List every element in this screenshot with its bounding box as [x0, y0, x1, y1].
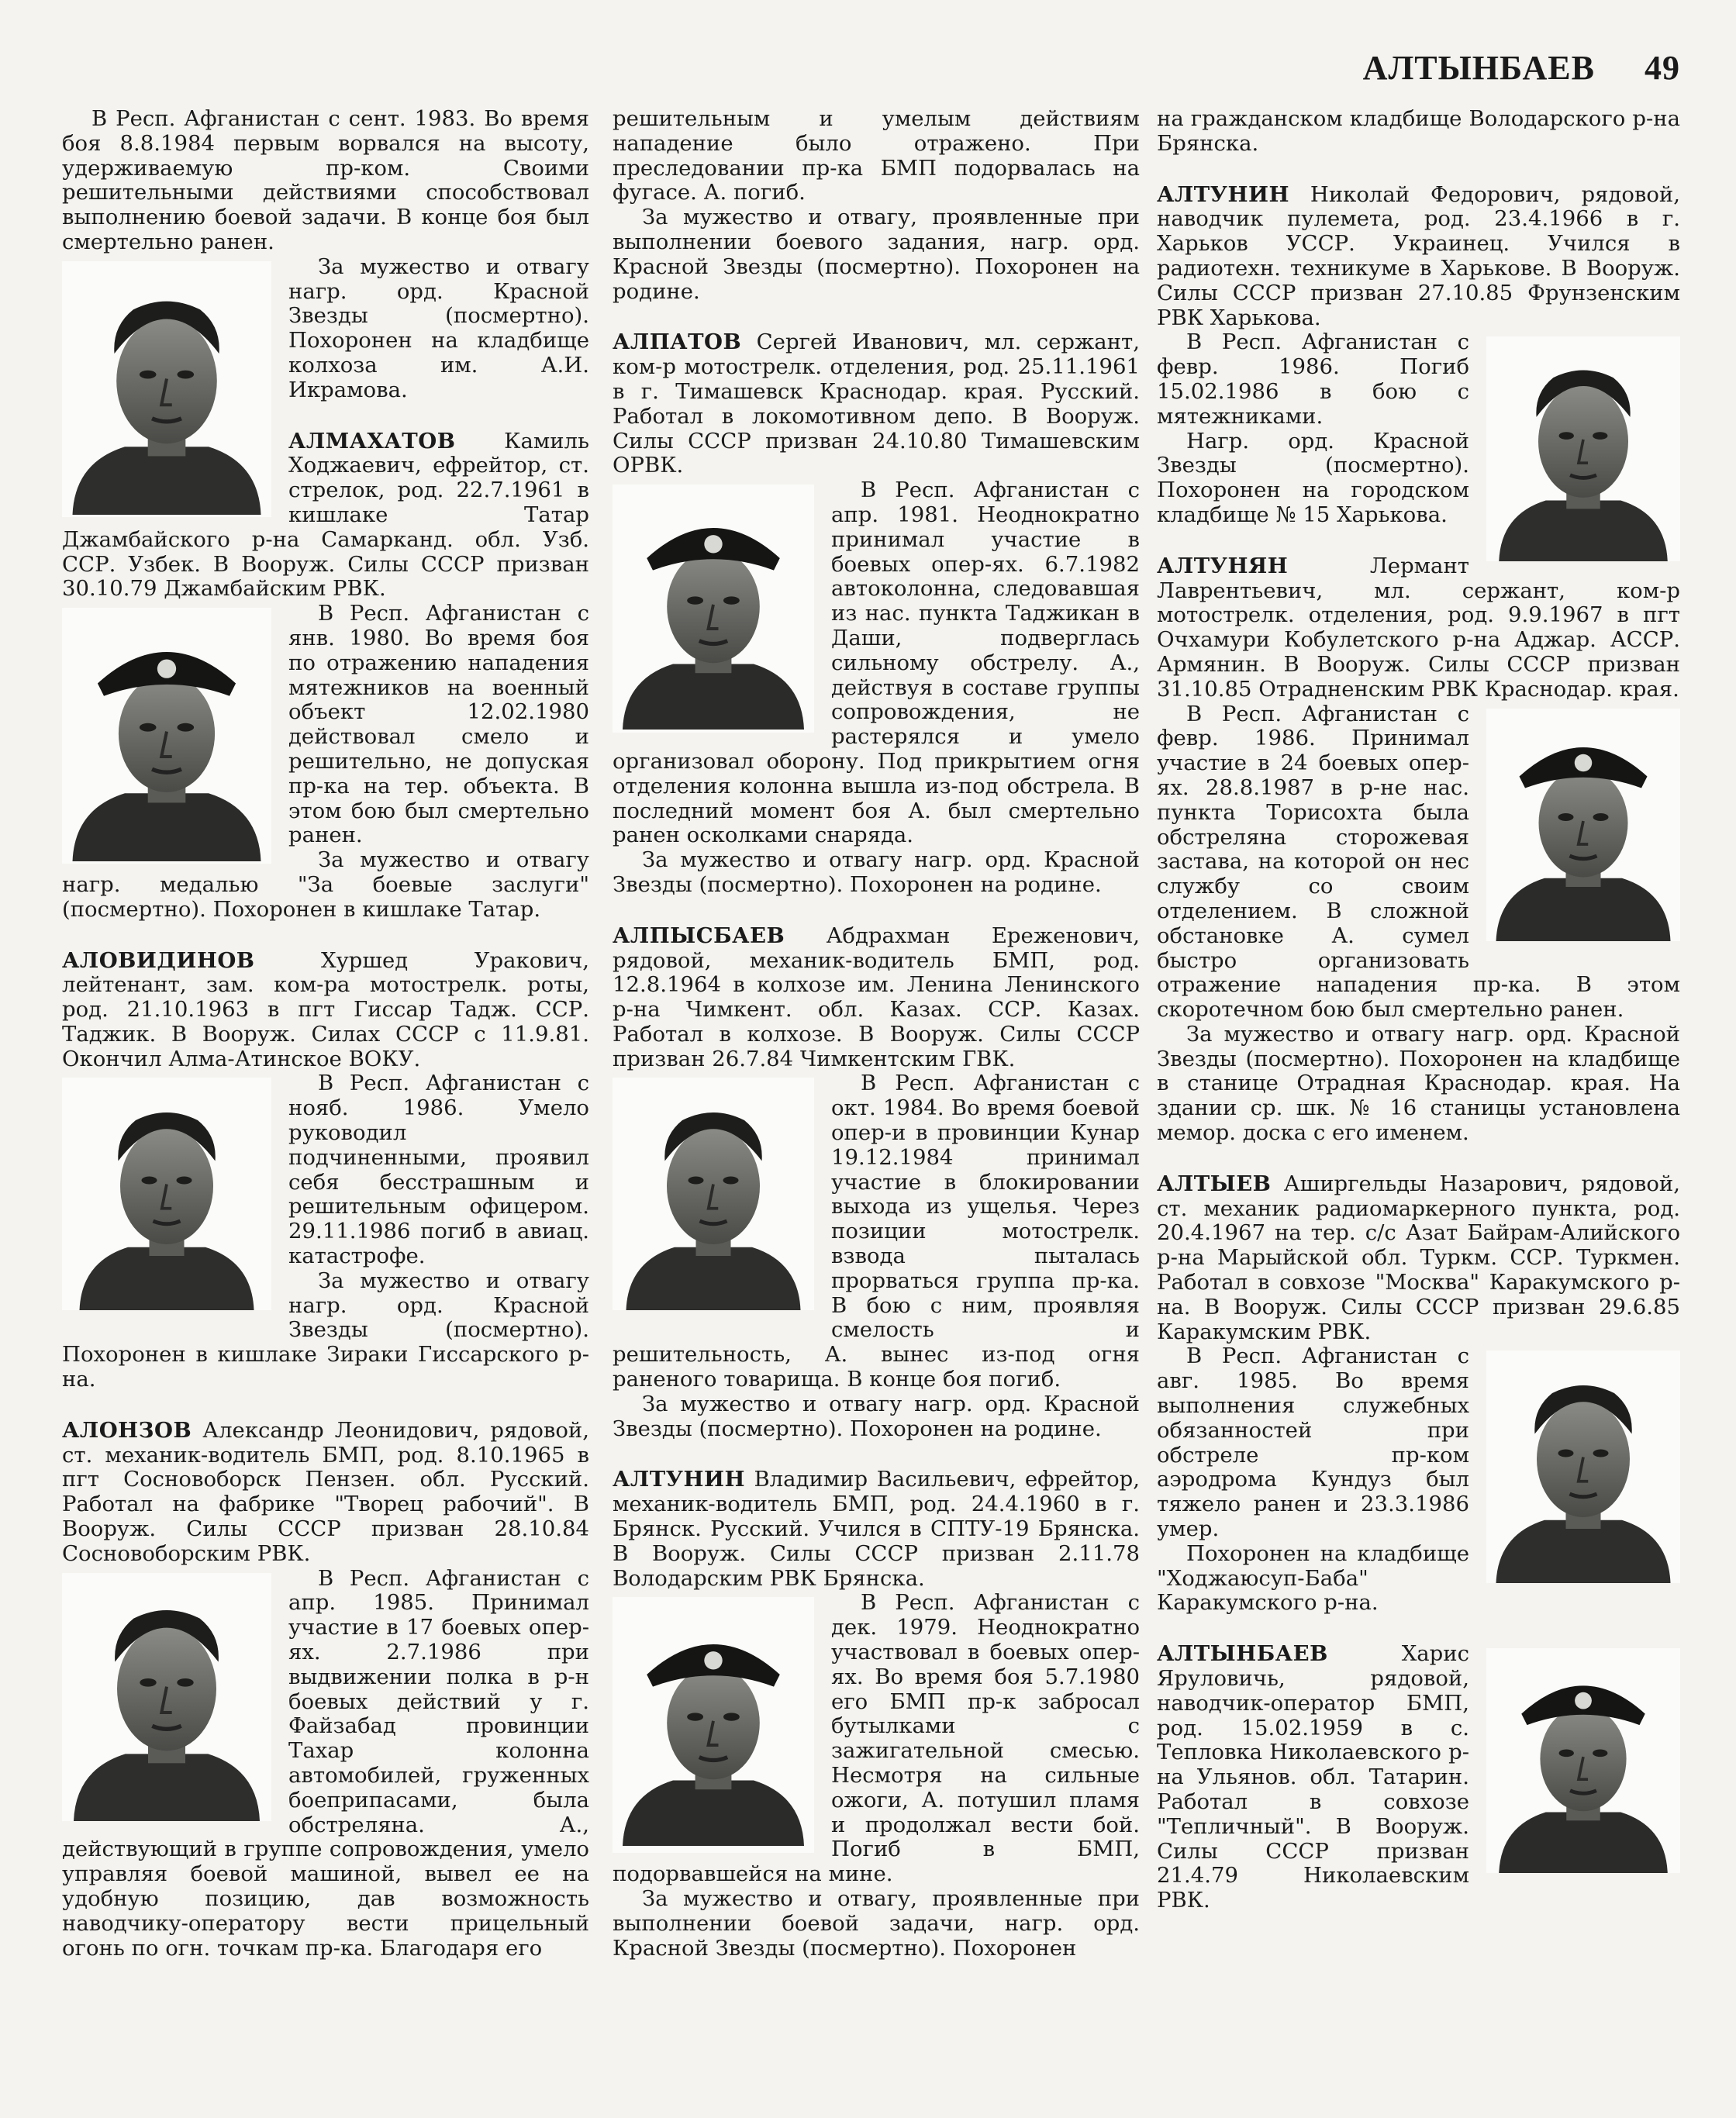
- entry-bio: Хуршед Уракович, лейтенант, зам. ком-ра мотострелк. роты, род. 21.10.1963 в пгт Гиссар Тадж. ССР. Таджик. В Вооруж. Силах СССР с 11.9.81. Окончил Алма-Атинское ВОКУ.: [62, 947, 589, 1071]
- entry-bio: Александр Леонидович, рядовой, ст. механик-водитель БМП, род. 8.10.1965 в пгт Сосновоборск Пензен. обл. Русский. Работал на фабрике "Творец рабочий". В Вооруж. Силы СССР призван 28.10.84 Сосновоборским РВК.: [62, 1417, 589, 1566]
- running-head: [1363, 48, 1680, 88]
- entry-surname: АЛПАТОВ: [613, 329, 742, 355]
- entry-paragraph: За мужество и отвагу нагр. орд. Красной Звезды (посмертно). Похоронен в кишлаке Зираки Гиссарского р-на.: [62, 1268, 589, 1392]
- entry-continued: [62, 107, 589, 403]
- portrait-photo: [1486, 1648, 1680, 1873]
- entry-paragraph: В Респ. Афганистан с апр. 1985. Принимал участие в 17 боевых опер-ях. 2.7.1986 при выдвижении полка в р-н боевых действий у г. Файзабад провинции Тахар колонна автомобилей, груженных боеприпасами, была обстреляна. А., действующий в группе сопровождения, умело управляя боевой машиной, вывел ее на удобную позицию, дав возможность наводчику-оператору вести прицельный огонь по огн. точкам пр-ка. Благодаря его: [62, 1565, 589, 1961]
- entry-surname: АЛПЫСБАЕВ: [613, 923, 785, 948]
- portrait-photo: [62, 261, 271, 517]
- entry-surname: АЛТЫНБАЕВ: [1157, 1641, 1328, 1667]
- entry-altunyan: [1157, 554, 1680, 1146]
- entry-surname: АЛТУНЯН: [1157, 553, 1289, 578]
- portrait-photo: [613, 1597, 814, 1853]
- entry-surname: АЛТУНИН: [1157, 181, 1289, 207]
- running-head-title: АЛТЫНБАЕВ: [1362, 49, 1595, 87]
- entry-paragraph: Нагр. орд. Красной Звезды (посмертно). Похоронен на городском кладбище № 15 Харькова.: [1157, 428, 1469, 527]
- column-2: [613, 107, 1140, 1987]
- entry-surname: АЛМАХАТОВ: [288, 428, 456, 454]
- entry-bio: Лермант Лаврентьевич, мл. сержант, ком-р мотострелк. отделения, род. 9.9.1967 в пгт Очхамури Кобулетского р-на Аджар. АССР. Армянин. В Вооруж. Силы СССР призван 31.10.85 Отрадненским РВК Краснодар. края.: [1157, 553, 1680, 702]
- entry-bio: Камиль Ходжаевич, ефрейтор, ст. стрелок, род. 22.7.1961 в кишлаке Татар Джамбайского р-на Самарканд. обл. Узб. ССР. Узбек. В Вооруж. Силы СССР призван 30.10.79 Джамбайским РВК.: [62, 428, 589, 602]
- entry-paragraph: За мужество и отвагу, проявленные при выполнении боевой задачи, нагр. орд. Красной Звезды (посмертно). Похоронен: [613, 1885, 1140, 1961]
- portrait-photo: [62, 1573, 271, 1821]
- entry-surname: АЛОНЗОВ: [62, 1417, 192, 1443]
- entry-continued: [1157, 107, 1680, 157]
- entry-paragraph: Похоронен на кладбище "Ходжаюсуп-Баба" Каракумского р-на.: [1157, 1540, 1469, 1616]
- entry-alpysbaev: [613, 924, 1140, 1442]
- entry-bio: Владимир Васильевич, ефрейтор, механик-водитель БМП, род. 24.4.1960 в г. Брянск. Русский. Учился в СПТУ-19 Брянска. В Вооруж. Силы СССР призван 2.11.78 Володарским РВК Брянска.: [613, 1467, 1140, 1591]
- entry-alovidinov: [62, 949, 589, 1392]
- entry-paragraph: В Респ. Афганистан с янв. 1980. Во время боя по отражению нападения мятежников на военный объект 12.02.1980 действовал смело и решительно, не допуская пр-ка на тер. объекта. В этом бою был смертельно ранен.: [288, 601, 589, 848]
- entry-paragraph: За мужество и отвагу нагр. медалью "За боевые заслуги" (посмертно). Похоронен в кишлаке Татар.: [62, 847, 589, 922]
- entry-paragraph: За мужество и отвагу нагр. орд. Красной Звезды (посмертно). Похоронен на кладбище в станице Отрадная Краснодар. края. На здании ср. шк. № 16 станицы установлена мемор. доска с его именем.: [1157, 1021, 1680, 1146]
- entry-paragraph: на гражданском кладбище Володарского р-на Брянска.: [1157, 106, 1680, 156]
- page-number: 49: [1645, 49, 1680, 87]
- entry-surname: АЛТУНИН: [613, 1467, 745, 1492]
- entry-paragraph: За мужество и отвагу нагр. орд. Красной Звезды (посмертно). Похоронен на кладбище колхоза им. А.И. Икрамова.: [288, 254, 589, 402]
- entry-paragraph: В Респ. Афганистан с авг. 1985. Во время выполнения служебных обязанностей при обстреле пр-ком аэродрома Кундуз был тяжело ранен и 23.3.1986 умер.: [1157, 1344, 1469, 1542]
- entry-bio: Абдрахман Ереженович, рядовой, механик-водитель БМП, род. 12.8.1964 в колхозе им. Ленина Ленинского р-на Чимкент. обл. Казах. ССР. Казах. Работал в колхозе. В Вооруж. Силы СССР призван 26.7.84 Чимкентским ГВК.: [613, 923, 1140, 1071]
- entry-bio: Сергей Иванович, мл. сержант, ком-р мотострелк. отделения, род. 25.11.1961 в г. Тимашевск Краснодар. края. Русский. Работал в локомотивном депо. В Вооруж. Силы СССР призван 24.10.80 Тимашевским ОРВК.: [613, 329, 1140, 478]
- entry-paragraph: В Респ. Афганистан с апр. 1981. Неоднократно принимал участие в боевых опер-ях. 6.7.1982 автоколонна, следовавшая из нас. пункта Таджикан в Даши, подверглась сильному обстрелу. А., действуя в составе группы сопровождения, не растерялся и умело организовал оборону. Под прикрытием огня отделения колонна вышла из-под обстрела. В последний момент боя А. был смертельно ранен осколками снаряда.: [613, 478, 1140, 848]
- entry-paragraph: В Респ. Афганистан с февр. 1986. Принимал участие в 24 боевых опер-ях. 28.8.1987 в р-не нас. пункта Торисохта была обстреляна сторожевая застава, на которой он нес службу со своим отделением. В сложной обстановке А. сумел быстро организовать отражение нападения пр-ка. В этом скоротечном бою был смертельно ранен.: [1157, 701, 1680, 1023]
- entry-paragraph: В Респ. Афганистан с сент. 1983. Во время боя 8.8.1984 первым ворвался на высоту, удерживаемую пр-ком. Своими решительными действиями способствовал выполнению боевой задачи. В конце боя был смертельно ранен.: [62, 106, 589, 254]
- portrait-photo: [62, 1078, 271, 1310]
- entry-continued: [613, 107, 1140, 304]
- entry-bio: Николай Федорович, рядовой, наводчик пулемета, род. 23.4.1966 в г. Харьков УССР. Украинец. Учился в радиотехн. техникуме в Харькове. В Вооруж. Силы СССР призван 27.10.85 Фрунзенским РВК Харькова.: [1157, 181, 1680, 330]
- entry-paragraph: В Респ. Афганистан с февр. 1986. Погиб 15.02.1986 в бою с мятежниками.: [1157, 329, 1469, 429]
- portrait-photo: [613, 485, 814, 733]
- entry-paragraph: За мужество и отвагу нагр. орд. Красной Звезды (посмертно). Похоронен на родине.: [613, 1391, 1140, 1441]
- entry-paragraph: За мужество и отвагу, проявленные при выполнении боевого задания, нагр. орд. Красной Звезды (посмертно). Похоронен на родине.: [613, 205, 1140, 304]
- portrait-photo: [62, 608, 271, 864]
- entry-paragraph: В Респ. Афганистан с окт. 1984. Во время боевой опер-и в провинции Кунар 19.12.1984 принимал участие в блокировании выхода из ущелья. Через позиции мотострелк. взвода пыталась прорваться группа пр-ка. В бою с ним, проявляя смелость и решительность, А. вынес из-под огня раненого товарища. В конце боя погиб.: [613, 1071, 1140, 1392]
- entry-paragraph: В Респ. Афганистан с дек. 1979. Неоднократно участвовал в боевых опер-ях. Во время боя 5.7.1980 его БМП пр-к забросал бутылками с зажигательной смесью. Несмотря на сильные ожоги, А. потушил пламя и продолжал вести бой. Погиб в БМП, подорвавшейся на мине.: [613, 1590, 1140, 1887]
- portrait-photo: [1486, 336, 1680, 561]
- entry-surname: АЛТЫЕВ: [1157, 1171, 1272, 1196]
- entry-altunin-vladimir: [613, 1468, 1140, 1961]
- entry-alpatov: [613, 330, 1140, 897]
- portrait-photo: [613, 1078, 814, 1310]
- entry-paragraph: В Респ. Афганистан с нояб. 1986. Умело руководил подчиненными, проявил себя бесстрашным и решительным офицером. 29.11.1986 погиб в авиац. катастрофе.: [288, 1071, 589, 1269]
- portrait-photo: [1486, 709, 1680, 941]
- entry-bio: Харис Яруловичь, рядовой, наводчик-оператор БМП, род. 15.02.1959 в с. Тепловка Николаевского р-на Ульянов. обл. Татарин. Работал в совхозе "Тепличный". В Вооруж. Силы СССР призван 21.4.79 Николаевским РВК.: [1157, 1641, 1469, 1913]
- entry-altyev: [1157, 1172, 1680, 1616]
- entry-alonzov: [62, 1419, 589, 1961]
- column-1: [62, 107, 589, 1987]
- entry-paragraph: решительным и умелым действиям нападение было отражено. При преследовании пр-ка БМП подорвалась на фугасе. А. погиб.: [613, 106, 1140, 205]
- entry-altunin-nikolai: [1157, 183, 1680, 528]
- column-3: [1157, 107, 1680, 1940]
- entry-surname: АЛОВИДИНОВ: [62, 947, 255, 973]
- entry-paragraph: За мужество и отвагу нагр. орд. Красной Звезды (посмертно). Похоронен на родине.: [613, 847, 1140, 897]
- entry-altynbaev: [1157, 1642, 1680, 1913]
- portrait-photo: [1486, 1350, 1680, 1583]
- entry-bio: Аширгельды Назарович, рядовой, ст. механик радиомаркерного пункта, род. 20.4.1967 на тер. с/с Азат Байрам-Алийского р-на Марыйской обл. Туркм. ССР. Туркмен. Работал в совхозе "Москва" Каракумского р-на. В Вооруж. Силы СССР призван 29.6.85 Каракумским РВК.: [1157, 1171, 1680, 1344]
